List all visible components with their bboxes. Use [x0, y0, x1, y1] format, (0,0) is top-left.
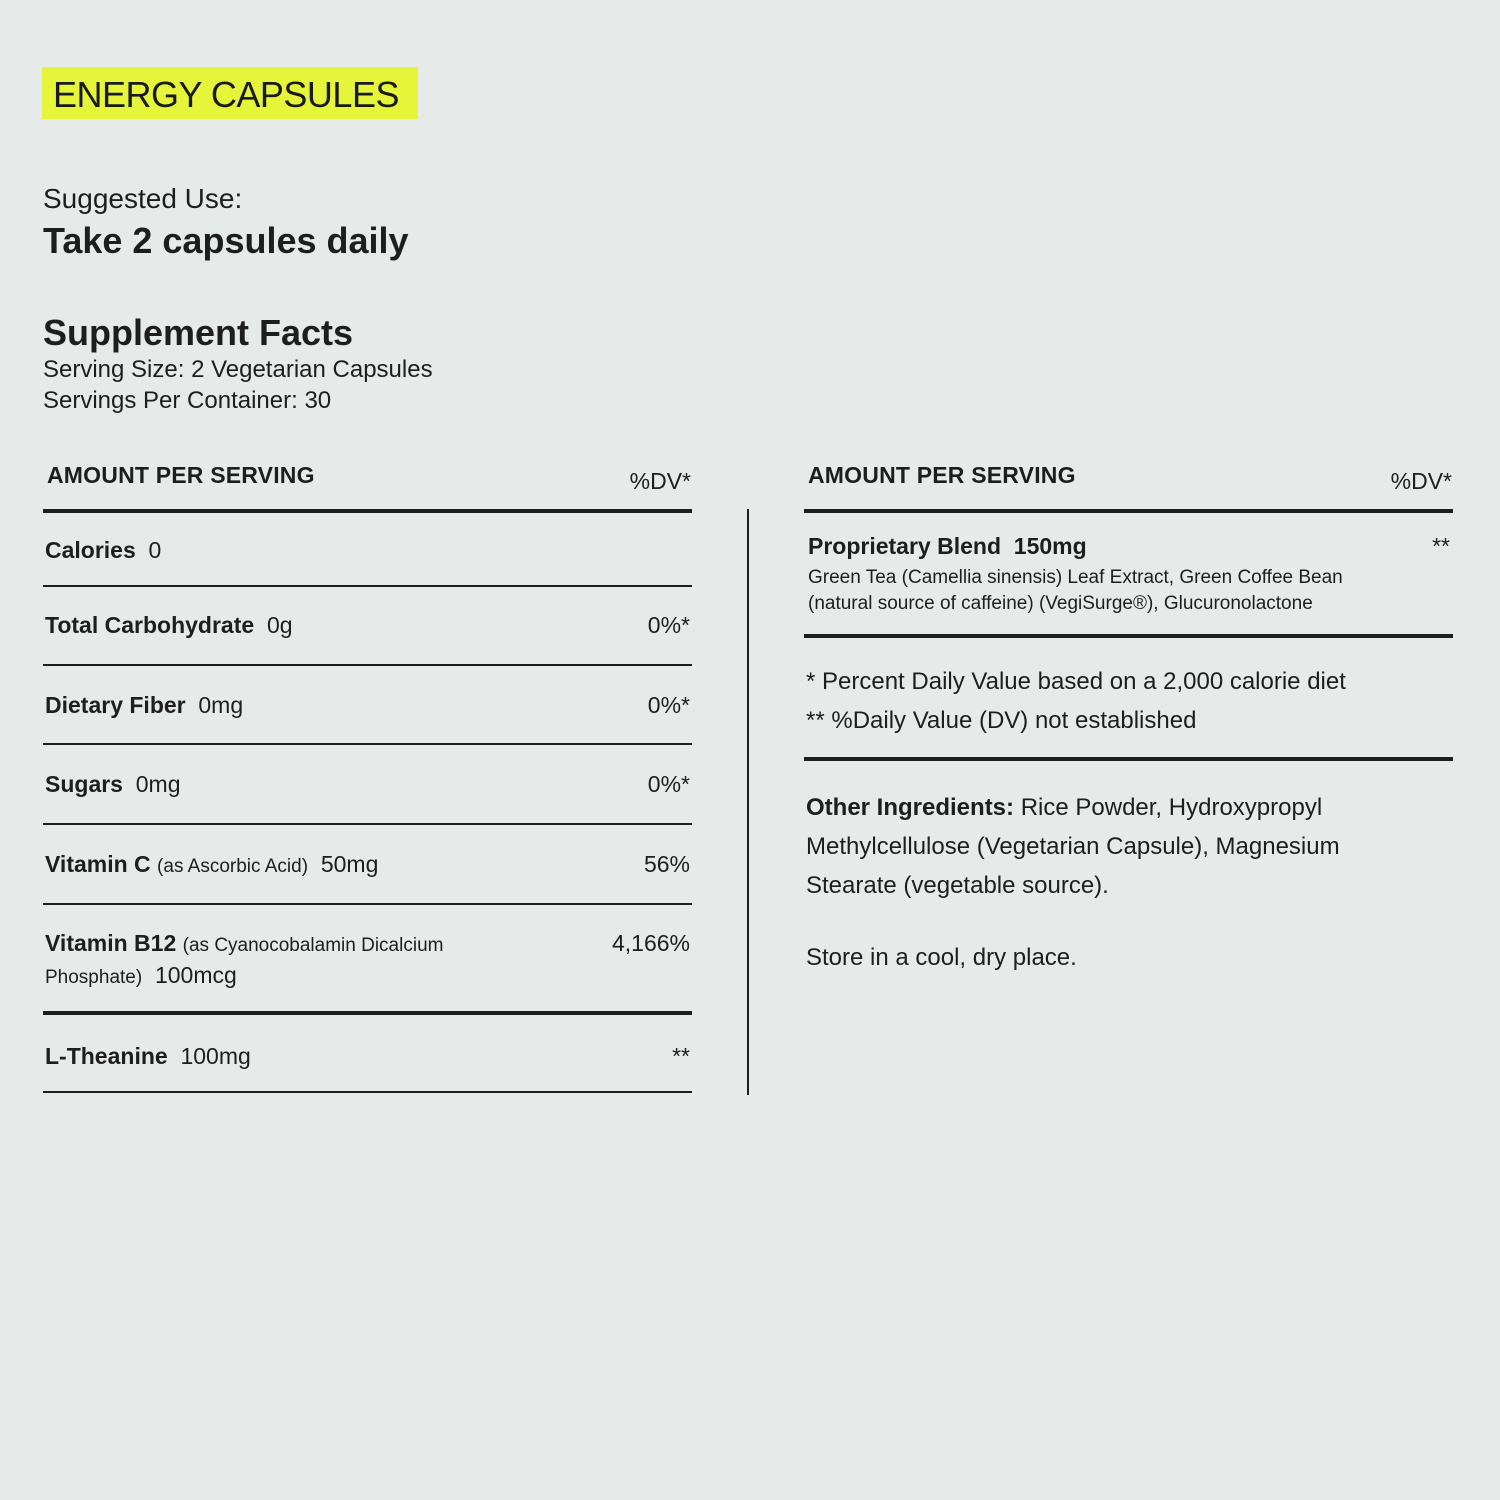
blend-rule — [804, 634, 1453, 638]
blend-description — [808, 565, 1428, 617]
storage-instructions: Store in a cool, dry place. — [806, 944, 1077, 971]
right-header-rule — [804, 509, 1453, 513]
row-divider-thick — [43, 1011, 692, 1015]
nutrient-name: Calories — [45, 537, 136, 563]
row-divider — [43, 664, 692, 666]
notes-rule — [804, 757, 1453, 761]
nutrient-amount: 0 — [148, 537, 162, 563]
nutrient-detail: (as Ascorbic Acid) — [157, 856, 309, 877]
nutrient-amount: 100mcg — [154, 962, 237, 988]
nutrient-dv: 0%* — [647, 771, 690, 797]
left-amount-header: AMOUNT PER SERVING — [47, 462, 315, 488]
other-ingredients-label: Other Ingredients: — [806, 794, 1015, 821]
supplement-facts-title: Supplement Facts — [43, 312, 354, 353]
suggested-use-label: Suggested Use: — [43, 183, 243, 214]
other-ingredients — [806, 788, 1426, 905]
column-divider — [747, 509, 749, 1095]
serving-size: Serving Size: 2 Vegetarian Capsules — [43, 356, 433, 383]
blend-dv: ** — [1432, 533, 1450, 559]
left-dv-header: %DV* — [629, 468, 691, 494]
row-divider — [43, 585, 692, 587]
proprietary-blend — [808, 533, 1087, 560]
product-badge: ENERGY CAPSULES — [42, 67, 418, 119]
nutrient-dv: 56% — [643, 851, 690, 877]
table-row-sugars — [45, 771, 181, 798]
row-divider — [43, 823, 692, 825]
other-ingredients-text: Rice Powder, Hydroxypropyl Methylcellulose (Vegetarian Capsule), Magnesium Stearate (vegetable source). — [806, 794, 1340, 899]
nutrient-dv: 0%* — [647, 612, 690, 638]
blend-amount: 150mg — [1013, 533, 1087, 559]
row-divider — [43, 743, 692, 745]
table-row-total-carbohydrate — [45, 612, 293, 639]
nutrient-name: Vitamin B12 — [45, 930, 177, 956]
footnote-dv-not-established: ** %Daily Value (DV) not established — [806, 707, 1197, 734]
nutrient-name: Vitamin C — [45, 851, 151, 877]
table-row-vitamin-c — [45, 851, 378, 878]
blend-description-line-1: Green Tea (Camellia sinensis) Leaf Extract, Green Coffee Bean — [808, 567, 1343, 588]
nutrient-amount: 0mg — [198, 692, 244, 718]
nutrient-dv: 4,166% — [611, 930, 690, 956]
servings-per-container: Servings Per Container: 30 — [43, 387, 332, 414]
nutrient-dv: 0%* — [647, 692, 690, 718]
table-row-dietary-fiber — [45, 692, 243, 719]
footnote-percent-dv: * Percent Daily Value based on a 2,000 calorie diet — [806, 668, 1346, 695]
nutrient-detail-cont: Phosphate) — [45, 967, 143, 988]
suggested-use-value: Take 2 capsules daily — [43, 220, 409, 261]
blend-name: Proprietary Blend — [808, 533, 1001, 559]
left-header-rule — [43, 509, 692, 513]
table-row-vitamin-b12 — [45, 930, 443, 957]
table-row-calories — [45, 537, 161, 564]
nutrient-dv: ** — [672, 1043, 690, 1069]
table-row-vitamin-b12-cont — [45, 962, 237, 989]
nutrient-detail: (as Cyanocobalamin Dicalcium — [182, 935, 444, 956]
nutrient-amount: 0g — [266, 612, 293, 638]
nutrient-amount: 100mg — [180, 1043, 251, 1069]
nutrient-amount: 0mg — [135, 771, 181, 797]
nutrient-name: Dietary Fiber — [45, 692, 186, 718]
nutrient-name: Total Carbohydrate — [45, 612, 255, 638]
right-dv-header: %DV* — [1390, 468, 1452, 494]
nutrient-name: Sugars — [45, 771, 123, 797]
row-divider — [43, 903, 692, 905]
right-amount-header: AMOUNT PER SERVING — [808, 462, 1076, 488]
nutrient-name: L-Theanine — [45, 1043, 168, 1069]
table-row-l-theanine — [45, 1043, 251, 1070]
blend-description-line-2: (natural source of caffeine) (VegiSurge®), Glucuronolactone — [808, 593, 1313, 614]
nutrient-amount: 50mg — [320, 851, 379, 877]
row-divider — [43, 1091, 692, 1093]
